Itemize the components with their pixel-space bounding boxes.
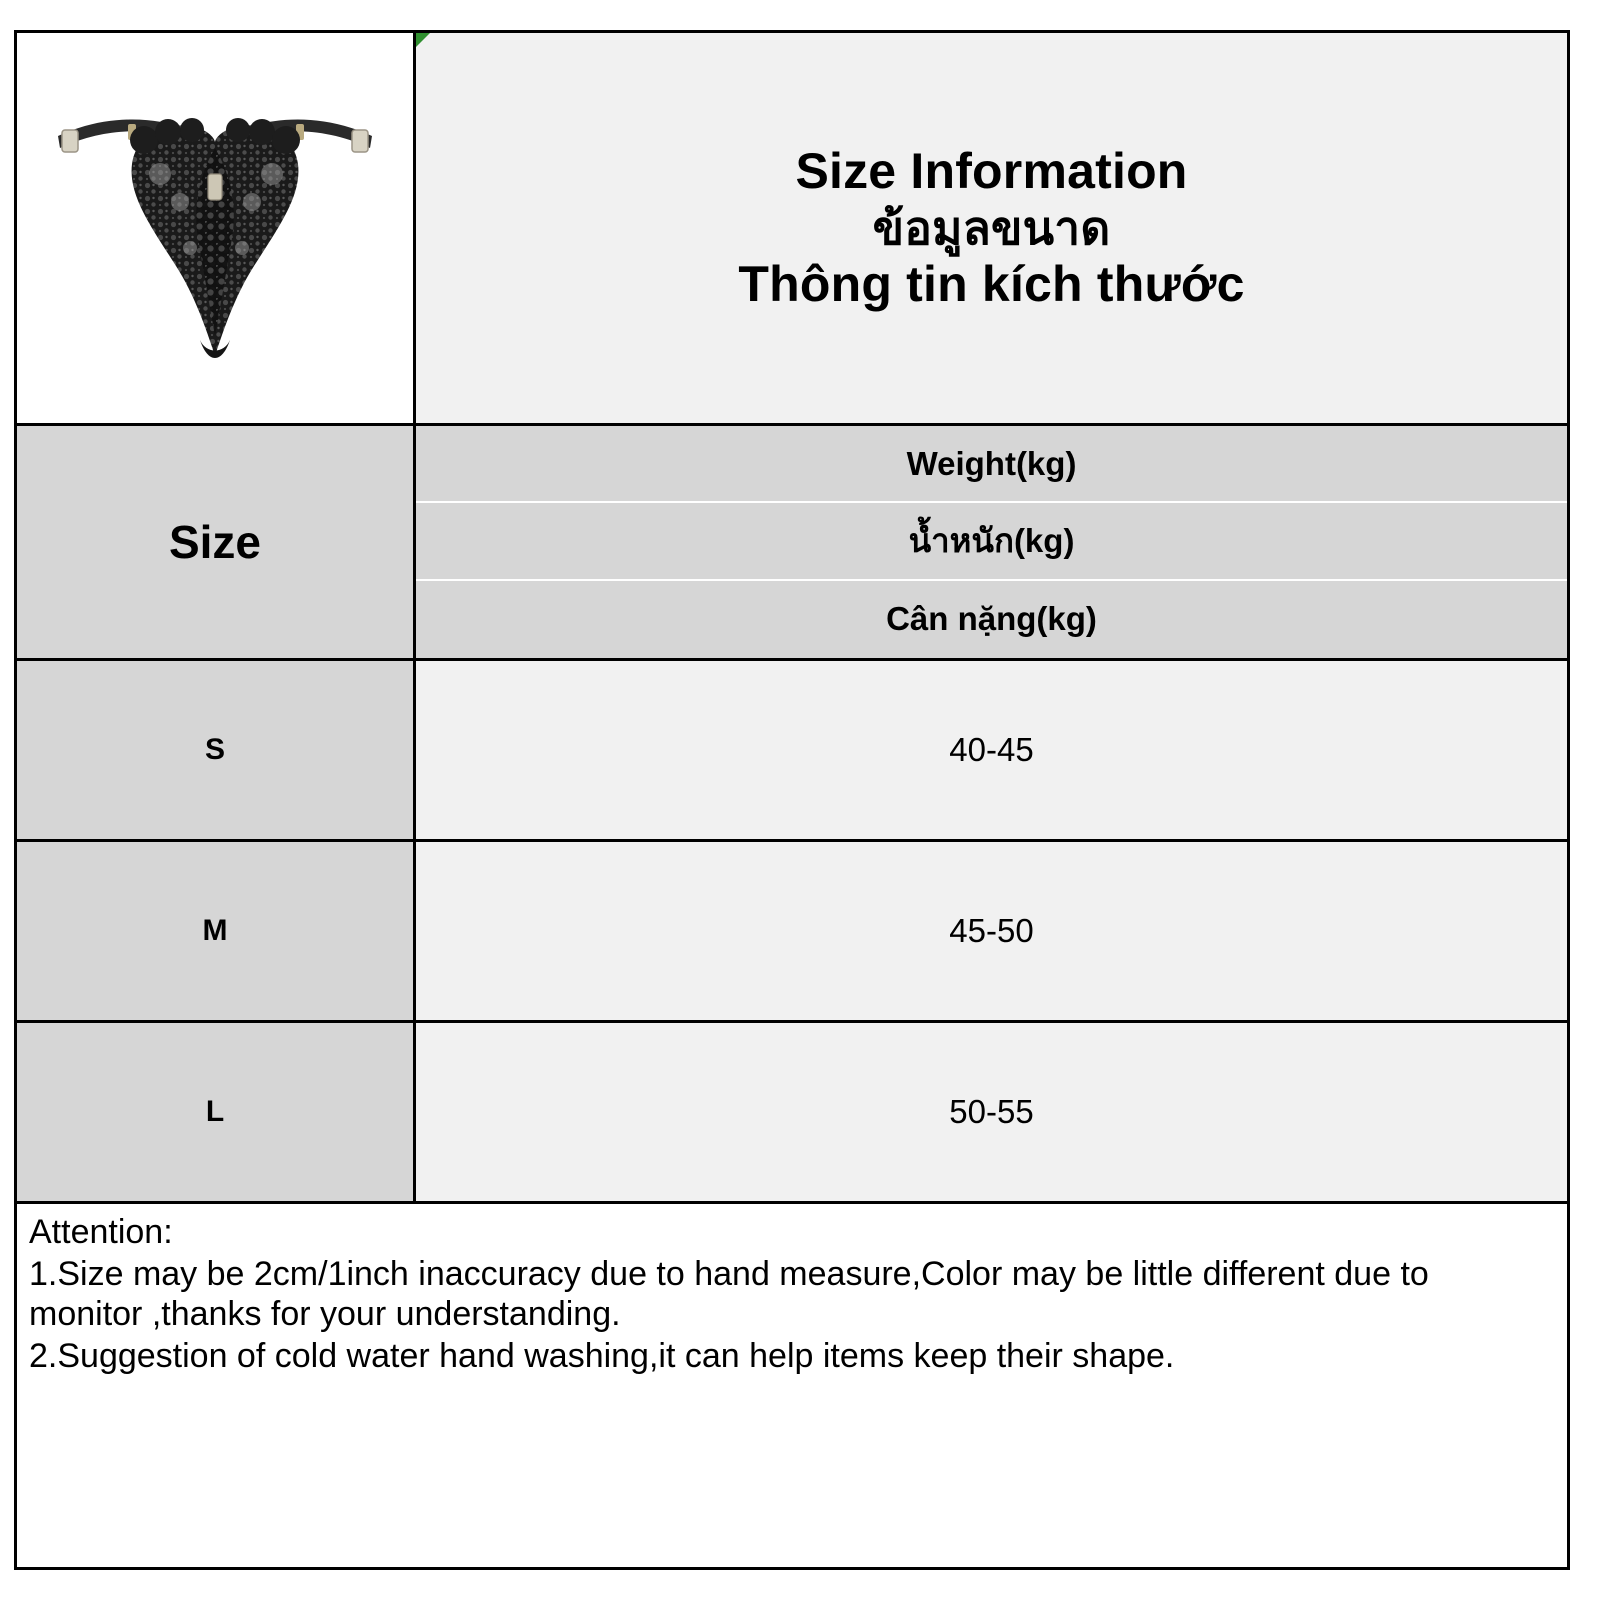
cell-weight-s: 40-45 bbox=[416, 661, 1567, 839]
header-size-label: Size bbox=[168, 516, 262, 568]
header-weight-en: Weight(kg) bbox=[416, 426, 1567, 503]
cell-weight-m: 45-50 bbox=[416, 842, 1567, 1020]
attention-heading: Attention: bbox=[29, 1213, 173, 1251]
chart-title-cell bbox=[416, 33, 1567, 423]
title-english: Size Information bbox=[795, 142, 1188, 199]
cell-weight-l: 50-55 bbox=[416, 1023, 1567, 1201]
table-row bbox=[17, 842, 1567, 1023]
corner-flag-icon bbox=[416, 33, 430, 47]
size-chart-table bbox=[14, 30, 1570, 1570]
header-cell-weight bbox=[416, 426, 1567, 658]
header-weight-vi: Cân nặng(kg) bbox=[416, 581, 1567, 658]
cell-size-m: M bbox=[17, 842, 416, 1020]
title-vietnamese: Thông tin kích thước bbox=[738, 256, 1245, 313]
attention-note-1: 1.Size may be 2cm/1inch inaccuracy due to hand measure,Color may be little different due to monitor ,thanks for your understanding. bbox=[29, 1255, 1429, 1334]
table-row bbox=[17, 1023, 1567, 1204]
cell-size-s: S bbox=[17, 661, 416, 839]
table-header-row bbox=[17, 426, 1567, 661]
table-row bbox=[17, 661, 1567, 842]
cell-size-l: L bbox=[17, 1023, 416, 1201]
attention-note-2: 2.Suggestion of cold water hand washing,it can help items keep their shape. bbox=[29, 1337, 1175, 1376]
header-weight-th: น้ำหนัก(kg) bbox=[416, 503, 1567, 580]
header-cell-size bbox=[17, 426, 416, 658]
lace-thong-icon bbox=[40, 78, 390, 378]
title-thai: ข้อมูลขนาด bbox=[872, 201, 1111, 254]
attention-block bbox=[17, 1204, 1567, 1567]
product-image-cell bbox=[17, 33, 416, 423]
chart-header-band bbox=[17, 33, 1567, 426]
